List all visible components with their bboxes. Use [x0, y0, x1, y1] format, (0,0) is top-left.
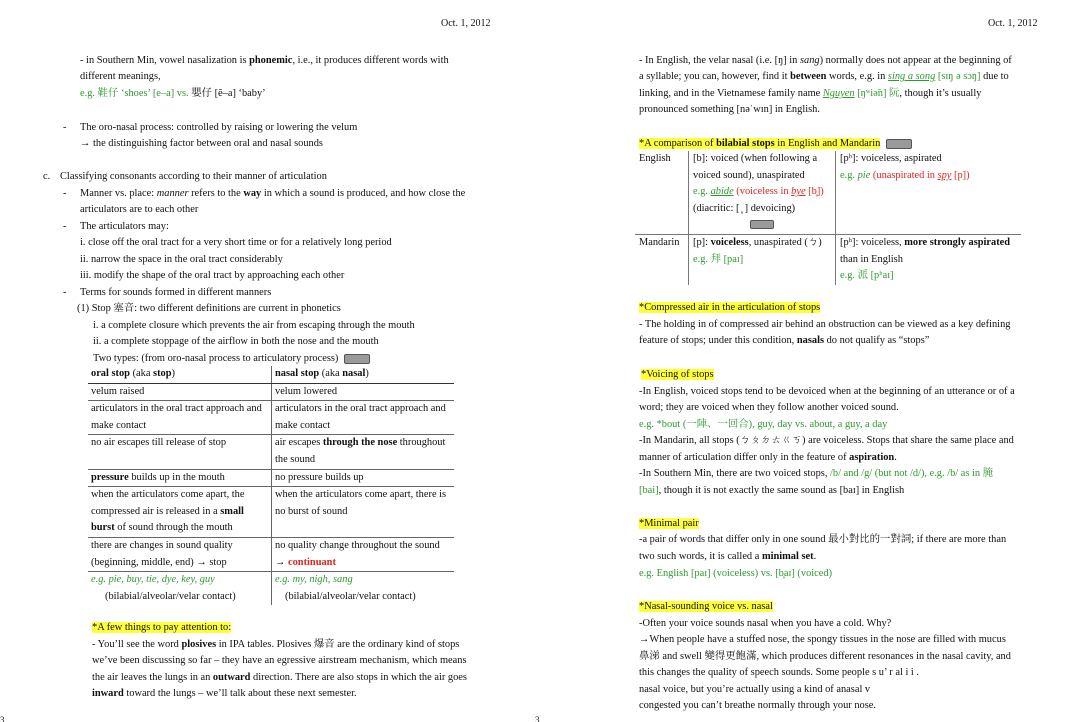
stop-def-ii: ii. a complete stoppage of the airflow in both the nose and the mouth: [93, 336, 379, 347]
nasal-voice-line1: -Often your voice sounds nasal when you have a cold. Why?: [639, 618, 892, 629]
table-row: [88, 487, 454, 538]
table-cell: e.g. pie, buy, tie, dye, key, guy (bilabial/alveolar/velar contact): [88, 572, 272, 606]
voicing-example: e.g. *bout (一陣、一回合), guy, day vs. about, a guy, a day: [639, 419, 888, 430]
attention-line1: - You’ll see the word plosives in IPA tables. Plosives 爆音 are the ordinary kind of stops: [92, 639, 460, 650]
table-cell: air escapes through the nose throughout the sound: [272, 435, 455, 469]
page-number: 3: [535, 715, 540, 722]
nasal-voice-line5: nasal voice, but you’re actually using a kind of anasal v: [639, 684, 871, 695]
table-row: [88, 435, 454, 469]
velar-line1: - In English, the velar nasal (i.e. [ŋ] in sang) normally does not appear at the beginning of: [639, 55, 1012, 66]
table-cell: velum lowered: [272, 383, 455, 401]
voicing-line1: -In English, voiced stops tend to be devoiced when at the beginning of an utterance or of a: [639, 386, 1015, 397]
page-date: Oct. 1, 2012: [988, 18, 1038, 29]
table-cell: articulators in the oral tract approach and make contact: [88, 401, 272, 435]
stop-heading: (1) Stop 塞音: two different definitions are current in phonetics: [77, 303, 341, 314]
table-row: [88, 537, 454, 571]
oro-nasal-line1: The oro-nasal process: controlled by raising or lowering the velum: [80, 122, 358, 133]
item-ii: ii. narrow the space in the oral tract considerably: [80, 254, 283, 265]
attention-line3: the air leaves the lungs in an outward direction. There are also stops in which the air goes: [92, 672, 467, 683]
stop-def-i: i. a complete closure which prevents the air from escaping through the mouth: [93, 320, 415, 331]
nasalization-line2: different meanings,: [80, 71, 161, 82]
nasalization-line1: - in Southern Min, vowel nasalization is phonemic, i.e., it produces different words with: [80, 55, 449, 66]
velar-line4: pronounced something [nəˈwɪn] in English.: [639, 104, 820, 115]
comparison-table: [635, 151, 1021, 285]
table-cell: oral stop (aka stop): [88, 366, 272, 383]
section-marker: c.: [43, 171, 51, 182]
table-cell: [pʰ]: voiceless, more strongly aspirated than in English e.g. 派 [pʰaɪ]: [840, 236, 1011, 282]
item-iii: iii. modify the shape of the oral tract by approaching each other: [80, 270, 345, 281]
compressed-line2: feature of stops; under this condition, nasals do not qualify as “stops”: [639, 335, 930, 346]
attention-line4: inward toward the lungs – we’ll talk about these next semester.: [92, 688, 357, 699]
table-row: [88, 572, 454, 606]
table-cell: no quality change throughout the sound → continuant: [272, 537, 455, 571]
table-cell: [pʰ]: voiceless, aspirated e.g. pie (unaspirated in spy [p]): [836, 151, 1022, 234]
table-cell: [p]: voiceless, unaspirated (ㄅ) e.g. 拜 [paɪ]: [689, 234, 836, 284]
table-cell: e.g. my, nigh, sang (bilabial/alveolar/velar contact): [275, 574, 416, 602]
minimal-line1: -a pair of words that differ only in one sound 最小對比的一對詞; if there are more than: [639, 534, 1007, 545]
terms-line: Terms for sounds formed in different manners: [80, 287, 272, 298]
bullet: -: [63, 122, 67, 133]
table-row: [635, 151, 1021, 234]
manner-line2: articulators are to each other: [80, 204, 199, 215]
nasalization-example: e.g. 鞋仔 ‘shoes’ [e–a] vs. 嬰仔 [ẽ–a] ‘baby’: [80, 88, 266, 99]
velar-line3: linking, and in the Vietnamese family name Nguyen [ŋʷiə̃n] 阮, though it’s usually: [639, 88, 982, 99]
table-row: [88, 469, 454, 487]
stops-table: [88, 366, 454, 605]
right-page: [540, 0, 1080, 722]
page-date: Oct. 1, 2012: [441, 18, 491, 29]
manner-line1: Manner vs. place: manner refers to the way in which a sound is produced, and how close the: [80, 188, 466, 199]
compressed-heading: *Compressed air in the articulation of stops: [639, 302, 821, 313]
bullet: -: [63, 188, 67, 199]
nasal-voice-line6: congested you can’t breathe normally through your nose.: [639, 700, 876, 711]
attention-line2: we’ve been discussing so far – they have an egressive airstream mechanism, which means: [92, 655, 467, 666]
oro-nasal-line2: → the distinguishing factor between oral and nasal sounds: [80, 138, 323, 149]
minimal-line2: two such words, it is called a minimal set.: [639, 551, 817, 562]
table-cell: [b]: voiced (when following a voiced sound), unaspirated e.g. abide (voiceless in bye [b̥]) (diacritic: [ ̥ ] devoicing): [689, 151, 836, 234]
articulators-may: The articulators may:: [80, 221, 169, 232]
table-cell: no pressure builds up: [272, 469, 455, 487]
nasal-voice-line4: this changes the quality of speech sounds. Some people s u’ r al i i .: [639, 667, 920, 678]
table-cell: Mandarin: [639, 236, 680, 248]
section-title: Classifying consonants according to their manner of articulation: [60, 171, 327, 182]
cc-license-icon: [886, 139, 912, 149]
two-types-line: Two types: (from oro-nasal process to articulatory process): [93, 351, 370, 368]
table-cell: nasal stop (aka nasal): [272, 366, 455, 383]
minimal-example: e.g. English [paɪ] (voiceless) vs. [b̥aɪ] (voiced): [639, 568, 833, 579]
table-cell: velum raised: [88, 383, 272, 401]
velar-line2: a syllable; you can, however, find it between words, e.g. in sing a song [sɪŋ ə sɔŋ] due to: [639, 71, 1009, 82]
table-header-row: [88, 366, 454, 383]
table-cell: articulators in the oral tract approach and make contact: [272, 401, 455, 435]
voicing-line2: word; they are voiced when they follow another voiced sound.: [639, 402, 899, 413]
cc-license-icon: [344, 354, 370, 364]
table-cell: English: [635, 151, 689, 234]
table-cell: when the articulators come apart, the compressed air is released in a small burst of sound through the mouth: [88, 487, 272, 538]
voicing-line7: [bai], though it is not exactly the same sound as [baɪ] in English: [639, 485, 905, 496]
item-i: i. close off the oral tract for a very short time or for a relatively long period: [80, 237, 392, 248]
nasal-voice-line2: →When people have a stuffed nose, the spongy tissues in the nose are filled with mucus: [639, 634, 1006, 645]
table-row: [88, 401, 454, 435]
compressed-line1: - The holding in of compressed air behind an obstruction can be viewed as a key defining: [639, 319, 1011, 330]
table-row: [635, 234, 1021, 284]
nasal-voice-line3: 鼻涕 and swell 變得更飽滿, which produces different resonances in the nasal cavity, and: [639, 651, 1011, 662]
voicing-line4: -In Mandarin, all stops (ㄅㄆㄉㄊㄍㄎ) are voiceless. Stops that share the same place and: [639, 435, 1014, 446]
minimal-pair-heading: *Minimal pair: [639, 518, 699, 529]
table-cell: when the articulators come apart, there is no burst of sound: [272, 487, 455, 538]
bullet: -: [63, 287, 67, 298]
table-cell: pressure builds up in the mouth: [88, 469, 272, 487]
voicing-heading: *Voicing of stops: [641, 369, 714, 380]
attention-heading: *A few things to pay attention to:: [92, 622, 232, 633]
comparison-heading: *A comparison of bilabial stops in English and Mandarin: [639, 136, 912, 153]
table-row: [88, 383, 454, 401]
bullet: -: [63, 221, 67, 232]
table-cell: there are changes in sound quality (beginning, middle, end) → stop: [88, 537, 272, 571]
voicing-line6: -In Southern Min, there are two voiced stops, /b/ and /g/ (but not /d/), e.g. /b/ as in 腌: [639, 468, 994, 479]
voicing-line5: manner of articulation differ only in the feature of aspiration.: [639, 452, 897, 463]
nasal-voice-heading: *Nasal-sounding voice vs. nasal: [639, 601, 773, 612]
table-cell: no air escapes till release of stop: [88, 435, 272, 469]
cc-license-icon: [750, 220, 774, 229]
page-number: 3: [0, 715, 5, 722]
